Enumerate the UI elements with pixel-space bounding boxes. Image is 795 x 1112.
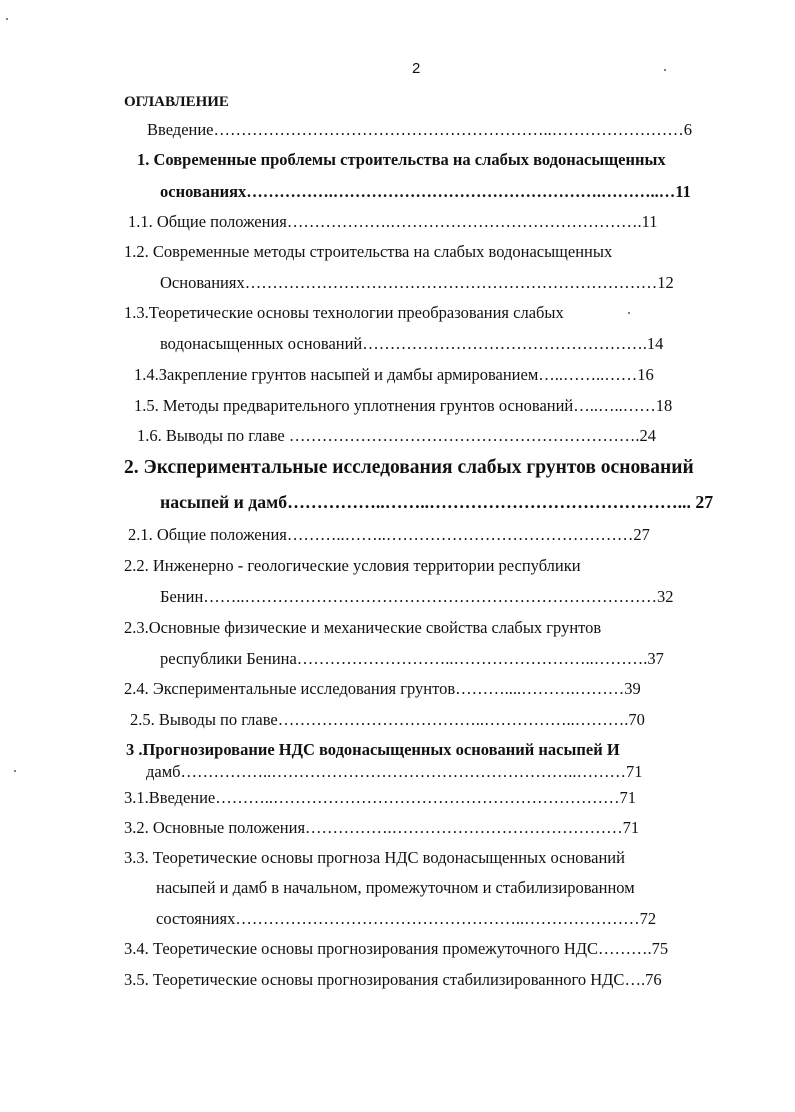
toc-entry-1-5: 1.5. Методы предварительного уплотнения грунтов оснований…..…..……18 (134, 396, 673, 415)
toc-entry-2-5: 2.5. Выводы по главе………………………………..……………..……….70 (130, 710, 645, 729)
toc-entry-2-2-cont: Бенин……..…………………………………………………………………32 (160, 587, 674, 606)
toc-entry-3-3-cont-2: состояниях……………………………………………..…………………72 (156, 909, 657, 928)
toc-heading: ОГЛАВЛЕНИЕ (124, 94, 229, 110)
toc-entry-3-1: 3.1.Введение………..………………………………………………………71 (124, 788, 637, 807)
page-number: 2 (412, 60, 421, 77)
toc-entry-3-3: 3.3. Теоретические основы прогноза НДС водонасыщенных оснований (124, 848, 625, 867)
toc-chapter-2-title: 2. Экспериментальные исследования слабых грунтов оснований (124, 457, 694, 478)
toc-chapter-3-title-cont: дамб……………..………………………………………………..………71 (146, 762, 643, 781)
toc-entry-1-2: 1.2. Современные методы строительства на слабых водонасыщенных (124, 242, 613, 261)
toc-entry-3-3-cont-1: насыпей и дамб в начальном, промежуточном и стабилизированном (156, 878, 635, 897)
toc-chapter-1-title: 1. Современные проблемы строительства на слабых водонасыщенных (137, 150, 666, 169)
toc-entry-3-2: 3.2. Основные положения…………….……………………………………71 (124, 818, 640, 837)
scan-speck (6, 18, 8, 20)
toc-entry-1-4: 1.4.Закрепление грунтов насыпей и дамбы армированием…..……..……16 (134, 365, 654, 384)
toc-entry-1-3-cont: водонасыщенных оснований…………………………………………….14 (160, 334, 664, 353)
toc-entry-2-1: 2.1. Общие положения………..……..………………………………………27 (128, 525, 650, 544)
toc-entry-1-2-cont: Основаниях…………………………………………………………………12 (160, 273, 674, 292)
scan-speck (664, 69, 666, 71)
toc-entry-2-4: 2.4. Экспериментальные исследования грунтов………....……….………39 (124, 679, 641, 698)
toc-chapter-1-title-cont: основаниях…………….………………………………………….………..…11 (160, 182, 691, 201)
scan-speck (14, 770, 16, 772)
toc-chapter-3-title: 3 .Прогнозирование НДС водонасыщенных оснований насыпей И (126, 740, 620, 759)
toc-entry-3-4: 3.4. Теоретические основы прогнозирования промежуточного НДС……….75 (124, 939, 669, 958)
toc-chapter-2-title-cont: насыпей и дамб……………..……..……………………………………... 27 (160, 492, 714, 512)
toc-entry-2-3: 2.3.Основные физические и механические свойства слабых грунтов (124, 618, 602, 637)
toc-entry-2-3-cont: республики Бенина………………………..……………………..……….37 (160, 649, 664, 668)
toc-entry-3-5: 3.5. Теоретические основы прогнозирования стабилизированного НДС….76 (124, 970, 662, 989)
toc-entry-1-1: 1.1. Общие положения……………….……………………………………….11 (128, 212, 658, 231)
toc-entry-2-2: 2.2. Инженерно - геологические условия территории республики (124, 556, 581, 575)
toc-entry-intro: Введение……………………………………………………..……………………6 (147, 120, 693, 139)
toc-entry-1-3: 1.3.Теоретические основы технологии преобразования слабых (124, 303, 564, 322)
toc-entry-1-6: 1.6. Выводы по главе ……………………………………………………….24 (137, 426, 656, 445)
